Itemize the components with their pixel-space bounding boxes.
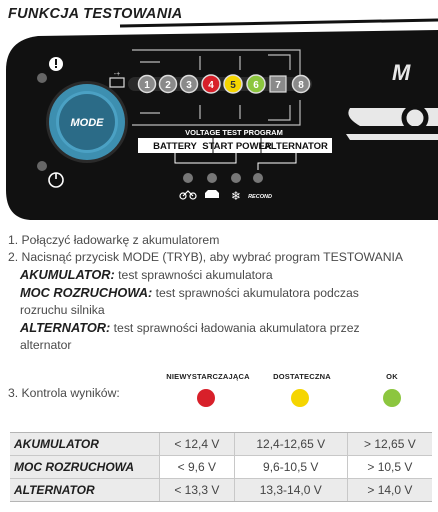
svg-text:1: 1 <box>144 80 150 91</box>
snowflake-icon: ❄ <box>230 189 242 203</box>
moc-text-2: rozruchu silnika <box>20 303 105 317</box>
svg-text:4: 4 <box>208 80 214 91</box>
motorcycle-led <box>183 173 193 183</box>
recond-label: RECOND <box>248 194 272 200</box>
step-1 <box>139 76 156 93</box>
svg-text:-+: -+ <box>113 71 121 78</box>
step-7 <box>270 76 286 92</box>
value-low: < 9,6 V <box>160 456 235 479</box>
step-5 <box>224 75 242 93</box>
step-4 <box>202 75 220 93</box>
akumulator-text: test sprawności akumulatora <box>114 268 273 282</box>
akumulator-label: AKUMULATOR: <box>20 267 115 282</box>
value-low: < 12,4 V <box>160 433 235 456</box>
row-name: AKUMULATOR <box>10 433 160 456</box>
warning-icon <box>49 57 63 71</box>
alternator-text-2: alternator <box>20 338 72 352</box>
page-title: FUNKCJA TESTOWANIA <box>8 6 183 22</box>
program-title: VOLTAGE TEST PROGRAM <box>185 128 283 137</box>
program-battery: BATTERY <box>153 141 197 152</box>
car-led <box>207 173 217 183</box>
level-sufficient-label: DOSTATECZNA <box>273 372 331 381</box>
table-row <box>10 433 432 456</box>
value-mid: 13,3-14,0 V <box>234 479 347 502</box>
value-mid: 9,6-10,5 V <box>234 456 347 479</box>
value-mid: 12,4-12,65 V <box>234 433 347 456</box>
warning-led <box>37 73 47 83</box>
svg-text:3: 3 <box>186 80 192 91</box>
svg-text:M: M <box>392 60 411 85</box>
car-icon <box>205 190 219 198</box>
step-1-text: 1. Połączyć ładowarkę z akumulatorem <box>8 233 220 247</box>
charger-panel <box>0 0 438 220</box>
table-row <box>10 479 432 502</box>
snow-led <box>231 173 241 183</box>
step-2 <box>160 76 177 93</box>
svg-text:8: 8 <box>298 80 304 91</box>
moc-label: MOC ROZRUCHOWA: <box>20 285 153 300</box>
program-alternator: ALTERNATOR <box>264 141 328 152</box>
row-name: ALTERNATOR <box>10 479 160 502</box>
step-3 <box>181 76 198 93</box>
value-high: > 14,0 V <box>347 479 432 502</box>
step-3-text: 3. Kontrola wyników: <box>8 386 120 400</box>
svg-text:5: 5 <box>230 80 236 91</box>
level-ok-label: OK <box>386 372 398 381</box>
svg-text:2: 2 <box>165 80 171 91</box>
step-8 <box>293 76 310 93</box>
svg-text:6: 6 <box>253 80 259 91</box>
alternator-text: test sprawności ładowania akumulatora przez <box>110 321 360 335</box>
value-low: < 13,3 V <box>160 479 235 502</box>
yellow-indicator <box>291 389 309 407</box>
step-2-text: 2. Nacisnąć przycisk MODE (TRYB), aby wybrać program TESTOWANIA <box>8 250 404 264</box>
moc-text: test sprawności akumulatora podczas <box>152 286 359 300</box>
power-led <box>37 161 47 171</box>
recond-led <box>253 173 263 183</box>
alternator-label: ALTERNATOR: <box>20 320 111 335</box>
mode-label: MODE <box>70 117 104 129</box>
mode-button[interactable] <box>46 81 128 163</box>
level-insufficient-label: NIEWYSTARCZAJĄCA <box>166 372 250 381</box>
red-indicator <box>197 389 215 407</box>
step-6 <box>247 75 265 93</box>
svg-text:7: 7 <box>275 80 281 91</box>
instructions <box>8 232 433 354</box>
green-indicator <box>383 389 401 407</box>
table-row <box>10 456 432 479</box>
row-name: MOC ROZRUCHOWA <box>10 456 160 479</box>
program-start-power: START POWER <box>202 141 272 152</box>
results-table <box>10 432 432 502</box>
value-high: > 10,5 V <box>347 456 432 479</box>
value-high: > 12,65 V <box>347 433 432 456</box>
